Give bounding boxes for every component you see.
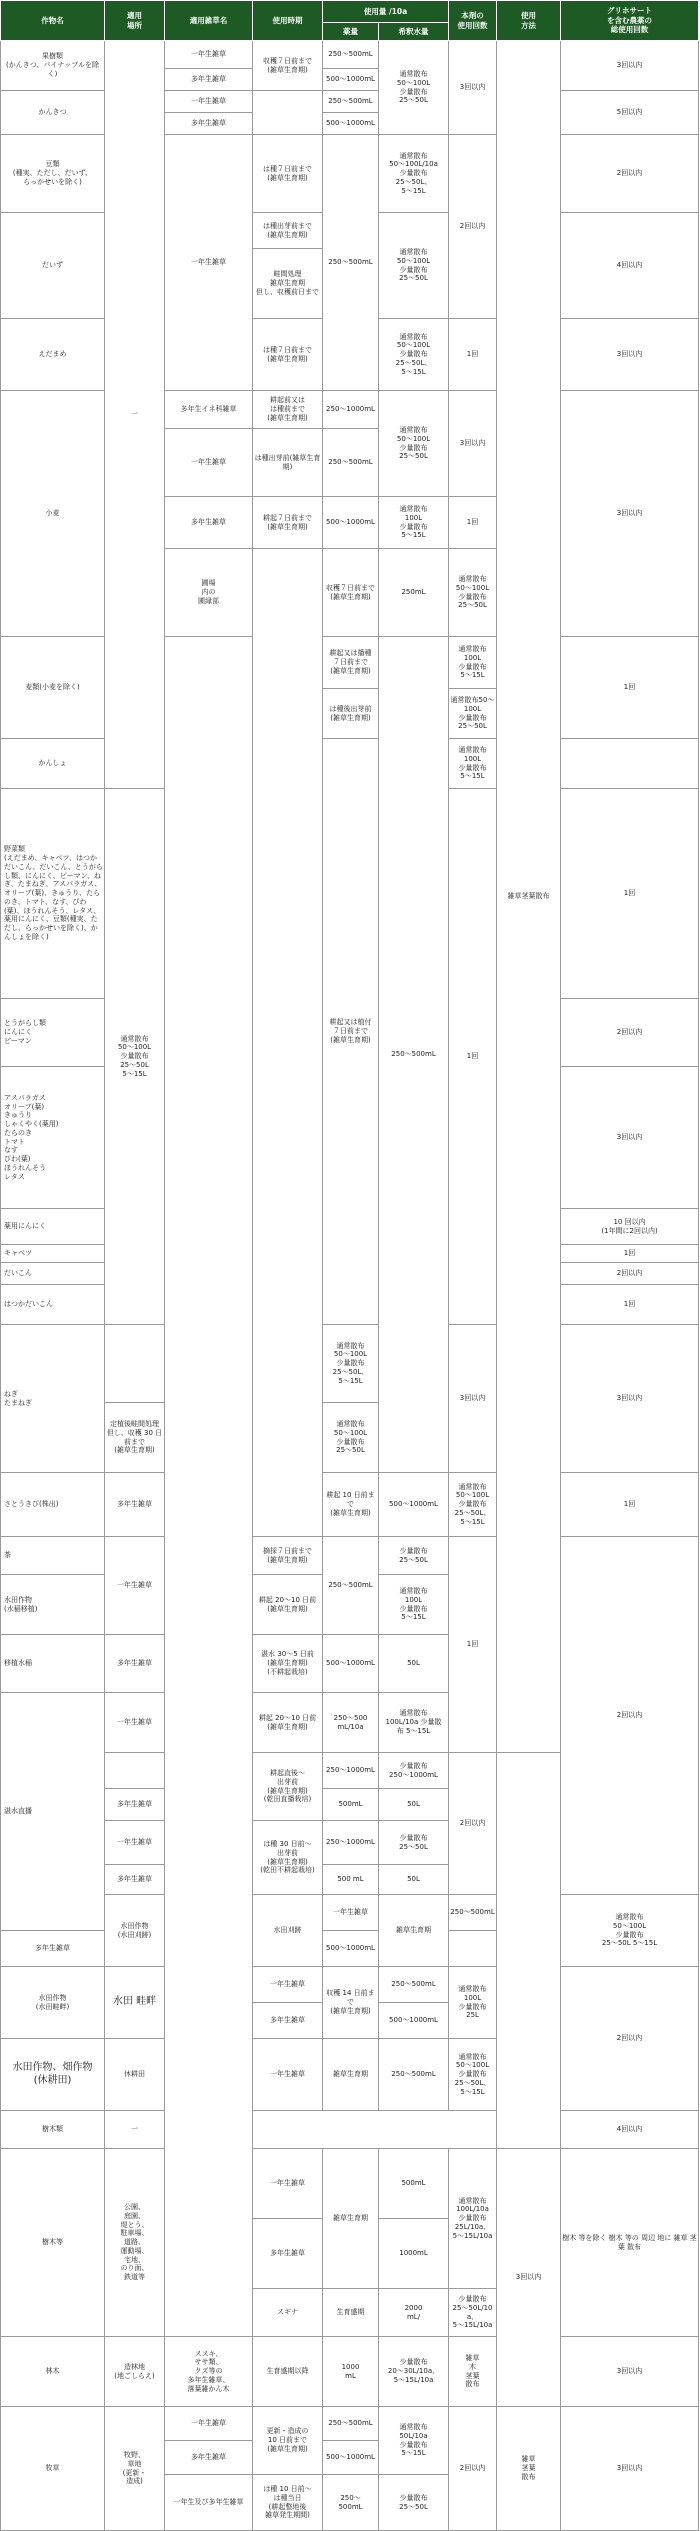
cell-weed: 多年生雑草 [105, 1635, 165, 1693]
table-row [1, 2111, 699, 2149]
cell-crop: アスパラガス オリーブ(葉) きゅうり しゃくやく(薬用) たらのき トマト なす びわ(葉) ほうれんそう レタス [1, 1067, 105, 1209]
cell-count: 2回以内 [449, 1753, 497, 1895]
cell-water: 通常散布 50L/10a 少量散布 5〜15L [379, 2407, 449, 2475]
cell-water: 通常散布 50〜100L 少量散布 25〜50L、 5〜15L [323, 1325, 379, 1403]
cell-total: 1回 [561, 789, 699, 999]
cell-place: 休耕田 [105, 2039, 165, 2111]
cell-timing: 生育盛期 [323, 2289, 379, 2337]
cell-crop: はつかだいこん [1, 1285, 105, 1325]
cell-timing: は種７日前まで (雑草生育期) [253, 319, 323, 391]
cell-timing: 耕起又は植付 ７日前まで (雑草生育期) [323, 739, 379, 1325]
cell-method [497, 1753, 561, 2149]
cell-crop: だいず [1, 213, 105, 319]
cell-total: 3回以内 [561, 41, 699, 91]
cell-count [561, 739, 699, 789]
cell-method: 雑草 木 茎葉 散布 [449, 2337, 497, 2407]
cell-dose: 1000mL [379, 2219, 449, 2289]
cell-place: 水田 畦畔 [105, 1967, 165, 2039]
table-body [1, 41, 699, 2531]
table-row [1, 41, 699, 69]
cell-count: 2回以内 [449, 2407, 497, 2531]
cell-dose: 250〜500mL [323, 1537, 379, 1635]
cell-dose: 500〜1000mL [323, 1635, 379, 1693]
cell-water: 少量散布 25〜50L [379, 1537, 449, 1575]
cell-weed: 多年生雑草 [165, 497, 253, 549]
cell-total: 4回以内 [561, 213, 699, 319]
cell-weed: 多年生雑草 [105, 1473, 165, 1537]
table-row [1, 2149, 699, 2219]
cell-count: 3回以内 [449, 391, 497, 497]
cell-method: 雑草茎葉散布 [497, 41, 561, 1753]
cell-weed: 多年生雑草 [165, 113, 253, 135]
cell-timing: 生育盛期以降 [253, 2337, 323, 2407]
header-usage: 使用量 /10a [323, 1, 449, 23]
cell-crop: 水田作物 (水稲移植) [1, 1575, 105, 1635]
cell-dose: 1000 mL [323, 2337, 379, 2407]
cell-dose: 250mL [379, 549, 449, 637]
cell-timing: 耕起直後〜 出芽前 (雑草生育期) (乾田直播栽培) [253, 1753, 323, 1821]
cell-dose: 250〜500mL [379, 2039, 449, 2111]
cell-count: 1回 [449, 1537, 497, 1753]
cell-dose: 250〜500mL [323, 429, 379, 497]
cell-water: 少量散布 25〜50L [379, 1821, 449, 1865]
cell-total: 3回以内 [561, 1325, 699, 1473]
cell-water: 通常散布 100L/10a 少量散 布 5〜15L [379, 1693, 449, 1753]
cell-weed: 一年生雑草 [165, 41, 253, 69]
header-water: 希釈水量 [379, 23, 449, 41]
cell-timing: 耕起 10 日前まで (雑草生育期) [323, 1473, 379, 1537]
table-row [1, 2337, 699, 2407]
cell-method: 雑草 茎葉 散布 [497, 2407, 561, 2531]
cell-weed: 多年生雑草 [1, 1931, 105, 1967]
cell-weed: ススキ、 ササ類、 クズ等の 多年生雑草、 落葉雑かん木 [165, 2337, 253, 2407]
cell-dose: 500〜1000mL [323, 69, 379, 91]
cell-dose: 500〜1000mL [323, 2441, 379, 2475]
cell-dose: 500〜1000mL [323, 113, 379, 135]
cell-dose: 250〜1000mL [323, 1753, 379, 1789]
cell-crop: 移植水稲 [1, 1635, 105, 1693]
cell-water: 少量散布 250〜1000mL [379, 1753, 449, 1789]
cell-crop: 湛水直播 [1, 1693, 105, 1931]
cell-count: 1回 [449, 319, 497, 391]
cell-water: 通常散布 50〜100L 少量散布 25〜50L、 5〜15L [449, 1473, 497, 1537]
cell-weed: 一年生雑草 [105, 1693, 165, 1753]
cell-water: 通常散布 50〜100L 少量散布 25〜50L 5〜15L [561, 1895, 699, 1967]
table-row [1, 1537, 699, 1575]
cell-timing: 耕起 20〜10 日前 (雑草生育期) [253, 1575, 323, 1635]
cell-weed: 一年生雑草 [105, 1821, 165, 1865]
cell-dose: 250〜500mL [323, 41, 379, 69]
cell-weed: 多年生雑草 [253, 2219, 323, 2289]
cell-weed: 一年生雑草 [323, 1895, 379, 1931]
cell-timing: 雑草生育期 [323, 2039, 379, 2111]
cell-water: 少量散布 25〜50L [379, 2475, 449, 2531]
cell-water: 少量散布 20〜30L/10a、 5〜15L/10a [379, 2337, 449, 2407]
cell-water: 通常散布 50〜100L 少量散布 25〜50L [379, 41, 449, 135]
cell-weed: 一年生雑草 [165, 429, 253, 497]
cell-crop: 小麦 [1, 391, 105, 637]
cell-total: 2回以内 [561, 135, 699, 213]
cell-place: 造林地 (地ごしらえ) [105, 2337, 165, 2407]
cell-weed: 一年生雑草 [253, 2039, 323, 2111]
cell-crop: かんきつ [1, 91, 105, 135]
cell-crop: 茶 [1, 1537, 105, 1575]
cell-timing: 収穫 14 日前まで (雑草生育期) [323, 1967, 379, 2039]
cell-water: 通常散布 100L 少量散布 5〜15L [449, 739, 497, 789]
cell-total: 2回以内 [561, 1537, 699, 1895]
cell-weed: 一年生雑草 [253, 1967, 323, 2003]
cell-water: 少量散布 25〜50L/10a、 5〜15L/10a [449, 2289, 497, 2337]
cell-water: 通常散布 50〜100L 少量散布 25〜50L [379, 213, 449, 319]
cell-timing: は種７日前まで (雑草生育期) [253, 135, 323, 213]
cell-water: 50L [379, 1789, 449, 1821]
cell-timing: 摘採７日前まで (雑草生育期) [253, 1537, 323, 1575]
cell-weed: 多年生雑草 [165, 69, 253, 91]
cell-dose: 250〜500mL [323, 2407, 379, 2441]
cell-crop: さとうきび(株出) [1, 1473, 105, 1537]
cell-dose: 250〜500mL [379, 1967, 449, 2003]
cell-water: 通常散布 50〜100L 少量散布 25〜50L [449, 549, 497, 637]
cell-weed: 多年生雑草 [165, 2441, 253, 2475]
cell-weed: 一年生雑草 [105, 1537, 165, 1635]
cell-total: 3回以内 [561, 2407, 699, 2531]
cell-place [165, 637, 253, 2337]
cell-weed: 一年生雑草 [165, 91, 253, 113]
header-weed: 適用雑草名 [165, 1, 253, 41]
cell-blank [253, 2111, 497, 2149]
cell-weed: 一年生及び多年生雑草 [165, 2475, 253, 2531]
cell-timing: 雑草生育期 [323, 2149, 379, 2289]
cell-count: 3回以内 [449, 1325, 497, 1473]
cell-dose: 250〜500mL [323, 135, 379, 391]
cell-crop: 薬用にんにく [1, 1209, 105, 1245]
table-row [1, 1473, 699, 1537]
header-crop: 作物名 [1, 1, 105, 41]
cell-count: 4回以内 [561, 2111, 699, 2149]
cell-dose: 250〜500mL [449, 1895, 497, 1931]
cell-weed: 一年生雑草 [165, 2407, 253, 2441]
header-dose: 薬量 [323, 23, 379, 41]
cell-crop: とうがらし類 にんにく ピーマン [1, 999, 105, 1067]
cell-total: 3回以内 [561, 319, 699, 391]
cell-water: 50L [379, 1865, 449, 1895]
cell-count: 3回以内 [449, 41, 497, 135]
cell-total: 10 回以内 (1年間に2回以内) [561, 1209, 699, 1245]
cell-dose: 250〜1000mL [323, 1821, 379, 1865]
cell-crop: かんしょ [1, 739, 105, 789]
cell-water: 通常散布 100L 少量散布 5〜15L [379, 497, 449, 549]
cell-timing: 収穫７日前まで (雑草生育期) [253, 41, 323, 91]
cell-crop: 林木 [1, 2337, 105, 2407]
cell-count: 2回以内 [561, 1967, 699, 2111]
table-row [1, 2407, 699, 2441]
cell-dose: 250〜500 mL/10a [323, 1693, 379, 1753]
cell-timing [105, 1325, 165, 1403]
cell-total: 3回以内 [561, 391, 699, 637]
cell-crop: だいこん [1, 1263, 105, 1285]
cell-timing: 耕起 20〜10 日前 (雑草生育期) [253, 1693, 323, 1753]
table-header [1, 1, 699, 41]
cell-dose: 500〜1000mL [323, 1931, 379, 1967]
cell-place: 水田刈跡 [253, 1895, 323, 1967]
cell-timing: 畦間処理 雑草生育期 但し、収穫前日まで [253, 249, 323, 319]
cell-water: 50L [379, 1635, 449, 1693]
cell-weed: 一年生雑草 [165, 135, 253, 391]
cell-water: 通常散布 50〜100L 少量散布 25〜50L 5〜15L [105, 789, 165, 1325]
cell-place: 公園、 庭園、 堤とう、 駐車場、 道路、 運動場、 宅地、 のり面、 鉄道等 [105, 2149, 165, 2337]
cell-water: 通常散布 100L 少量散布 5〜15L [379, 1575, 449, 1635]
cell-water: 通常散布 50〜100L 少量散布 25〜50L、 5〜15L [379, 319, 449, 391]
cell-crop: ねぎ たまねぎ [1, 1325, 105, 1473]
cell-crop: 水田作物 (水田刈跡) [105, 1895, 165, 1967]
cell-water: 通常散布50〜100L 少量散布 25〜50L [449, 689, 497, 739]
cell-crop: 果樹類 (かんきつ、パイナップルを除く) [1, 41, 105, 91]
cell-timing: は種出芽前(雑草生育期) [253, 429, 323, 497]
cell-weed: 多年生イネ科雑草 [165, 391, 253, 429]
cell-timing: は種 30 日前〜 出芽前 (雑草生育期) (乾田不耕起栽培) [253, 1821, 323, 1895]
cell-count: 1回 [449, 497, 497, 549]
cell-timing: 耕起又は播種 ７日前まで (雑草生育期) [323, 637, 379, 689]
cell-timing: 雑草生育期 [379, 1895, 449, 1967]
cell-place: 一 [105, 2111, 165, 2149]
cell-water: 通常散布 100L 少量散布 25L [449, 1967, 497, 2039]
cell-timing [253, 91, 323, 135]
cell-water: 通常散布 50〜100L/10a 少量散布 25〜50L、 5〜15L [379, 135, 449, 213]
cell-crop: 豆類 (種実、ただし、だいず、 らっかせいを除く) [1, 135, 105, 213]
cell-dose: 500〜1000mL [379, 1473, 449, 1537]
cell-total: 1回 [561, 1285, 699, 1325]
cell-total: 5回以内 [561, 91, 699, 135]
cell-dose: 250〜1000mL [323, 391, 379, 429]
cell-water: 通常散布 50〜100L 少量散布 25〜50L、 5〜15L [449, 2039, 497, 2111]
cell-weed: 多年生雑草 [105, 1865, 165, 1895]
cell-dose: 500〜1000mL [323, 497, 379, 549]
cell-dose: 500mL [379, 2149, 449, 2219]
cell-weed: 一年生雑草 [253, 2149, 323, 2219]
cell-dose: 500mL [323, 1789, 379, 1821]
header-place: 適用 場所 [105, 1, 165, 41]
cell-count: 1回 [561, 637, 699, 739]
cell-water: 通常散布 100L/10a 少量散布 25L/10a、 5〜15L/10a [449, 2149, 497, 2289]
table-row [1, 1895, 699, 1931]
cell-weed: 多年生雑草 [105, 1789, 165, 1821]
cell-place: 牧野、 草地 (更新・ 造成) [105, 2407, 165, 2531]
cell-water: 通常散布 50〜100L 少量散布 25〜50L [379, 391, 449, 497]
cell-total: 1回 [561, 1245, 699, 1263]
cell-timing: 定植後畦間処理 但し、収穫 30 日前まで (雑草生育期) [105, 1403, 165, 1473]
cell-total: 3回以内 [561, 1067, 699, 1209]
cell-crop: 樹木類 [1, 2111, 105, 2149]
cell-weed: スギナ [253, 2289, 323, 2337]
cell-water: 通常散布 50〜100L 少量散布 25〜50L [323, 1403, 379, 1473]
cell-crop: えだまめ [1, 319, 105, 391]
cell-timing: 更新・造成の 10 日前まで (雑草生育期) [253, 2407, 323, 2475]
cell-total: 3回以内 [561, 2337, 699, 2407]
table-row [1, 1325, 699, 1403]
cell-count: 3回以内 [497, 2149, 561, 2407]
cell-crop: 水田作物、畑作物 (休耕田) [1, 2039, 105, 2111]
cell-dose: 250〜 500mL [323, 2475, 379, 2531]
header-count: 本剤の 使用回数 [449, 1, 497, 41]
cell-count: 1回 [449, 789, 497, 1325]
cell-weed: 多年生雑草 [253, 2003, 323, 2039]
cell-timing: は種後出芽前 (雑草生育期) [323, 689, 379, 739]
cell-count: 1回 [561, 1473, 699, 1537]
cell-crop: 樹木等 [1, 2149, 105, 2337]
cell-timing: 湛水 30〜5 日前 (雑草生育期) (不耕起栽培) [253, 1635, 323, 1693]
cell-dose: 250〜500mL [323, 91, 379, 113]
header-timing: 使用時期 [253, 1, 323, 41]
header-total: グリホサート を含む農薬の 総使用回数 [561, 1, 699, 41]
cell-place: 圃場 内の 圃縁部 [165, 549, 253, 637]
cell-dose: 250〜500mL [379, 637, 449, 1473]
cell-dose: 2000 mL/ [379, 2289, 449, 2337]
cell-timing: 収穫７日前まで (雑草生育期) [323, 549, 379, 637]
cell-count: 2回以内 [449, 135, 497, 319]
cell-crop: キャベツ [1, 1245, 105, 1263]
cell-total: 2回以内 [561, 999, 699, 1067]
cell-crop: 野菜類 (えだまめ、キャベツ、はつかだいこん、だいこん、とうがらし類、にんにく、ピーマン、ねぎ、たまねぎ、アスパラガス、オリーブ(葉)、きゅうり、たらのき、トマト、なす、びわ(葉)、ほうれんそう、レタス、薬用にんにく、豆類(種実、ただし、らっかせいを除く)、かんしょを除く) [1, 789, 105, 999]
cell-timing: は種 10 日前〜 は種当日 (耕起整地後 雑草発生期間) [253, 2475, 323, 2531]
cell-crop: 水田作物 (水田畦畔) [1, 1967, 105, 2039]
cell-method: 樹木 等を除く 樹木 等の 周辺 地に 雑草 茎葉 散布 [561, 2149, 699, 2337]
cell-place: 一 [105, 41, 165, 789]
cell-crop: 麦類(小麦を除く) [1, 637, 105, 739]
cell-total: 2回以内 [561, 1263, 699, 1285]
cell-weed [105, 1753, 165, 1789]
cell-timing: 耕起７日前まで (雑草生育期) [253, 497, 323, 549]
cell-crop: 牧草 [1, 2407, 105, 2531]
cell-dose: 500 mL [323, 1865, 379, 1895]
table-row [1, 1967, 699, 2003]
cell-dose: 500〜1000mL [379, 2003, 449, 2039]
cell-water: 通常散布 100L 少量散布 5〜15L [449, 637, 497, 689]
cell-weed [253, 549, 323, 1537]
cell-timing: 耕起前又は は種前まで (雑草生育期) [253, 391, 323, 429]
cell-timing: は種出芽前まで (雑草生育期) [253, 213, 323, 249]
header-method: 使用 方法 [497, 1, 561, 41]
